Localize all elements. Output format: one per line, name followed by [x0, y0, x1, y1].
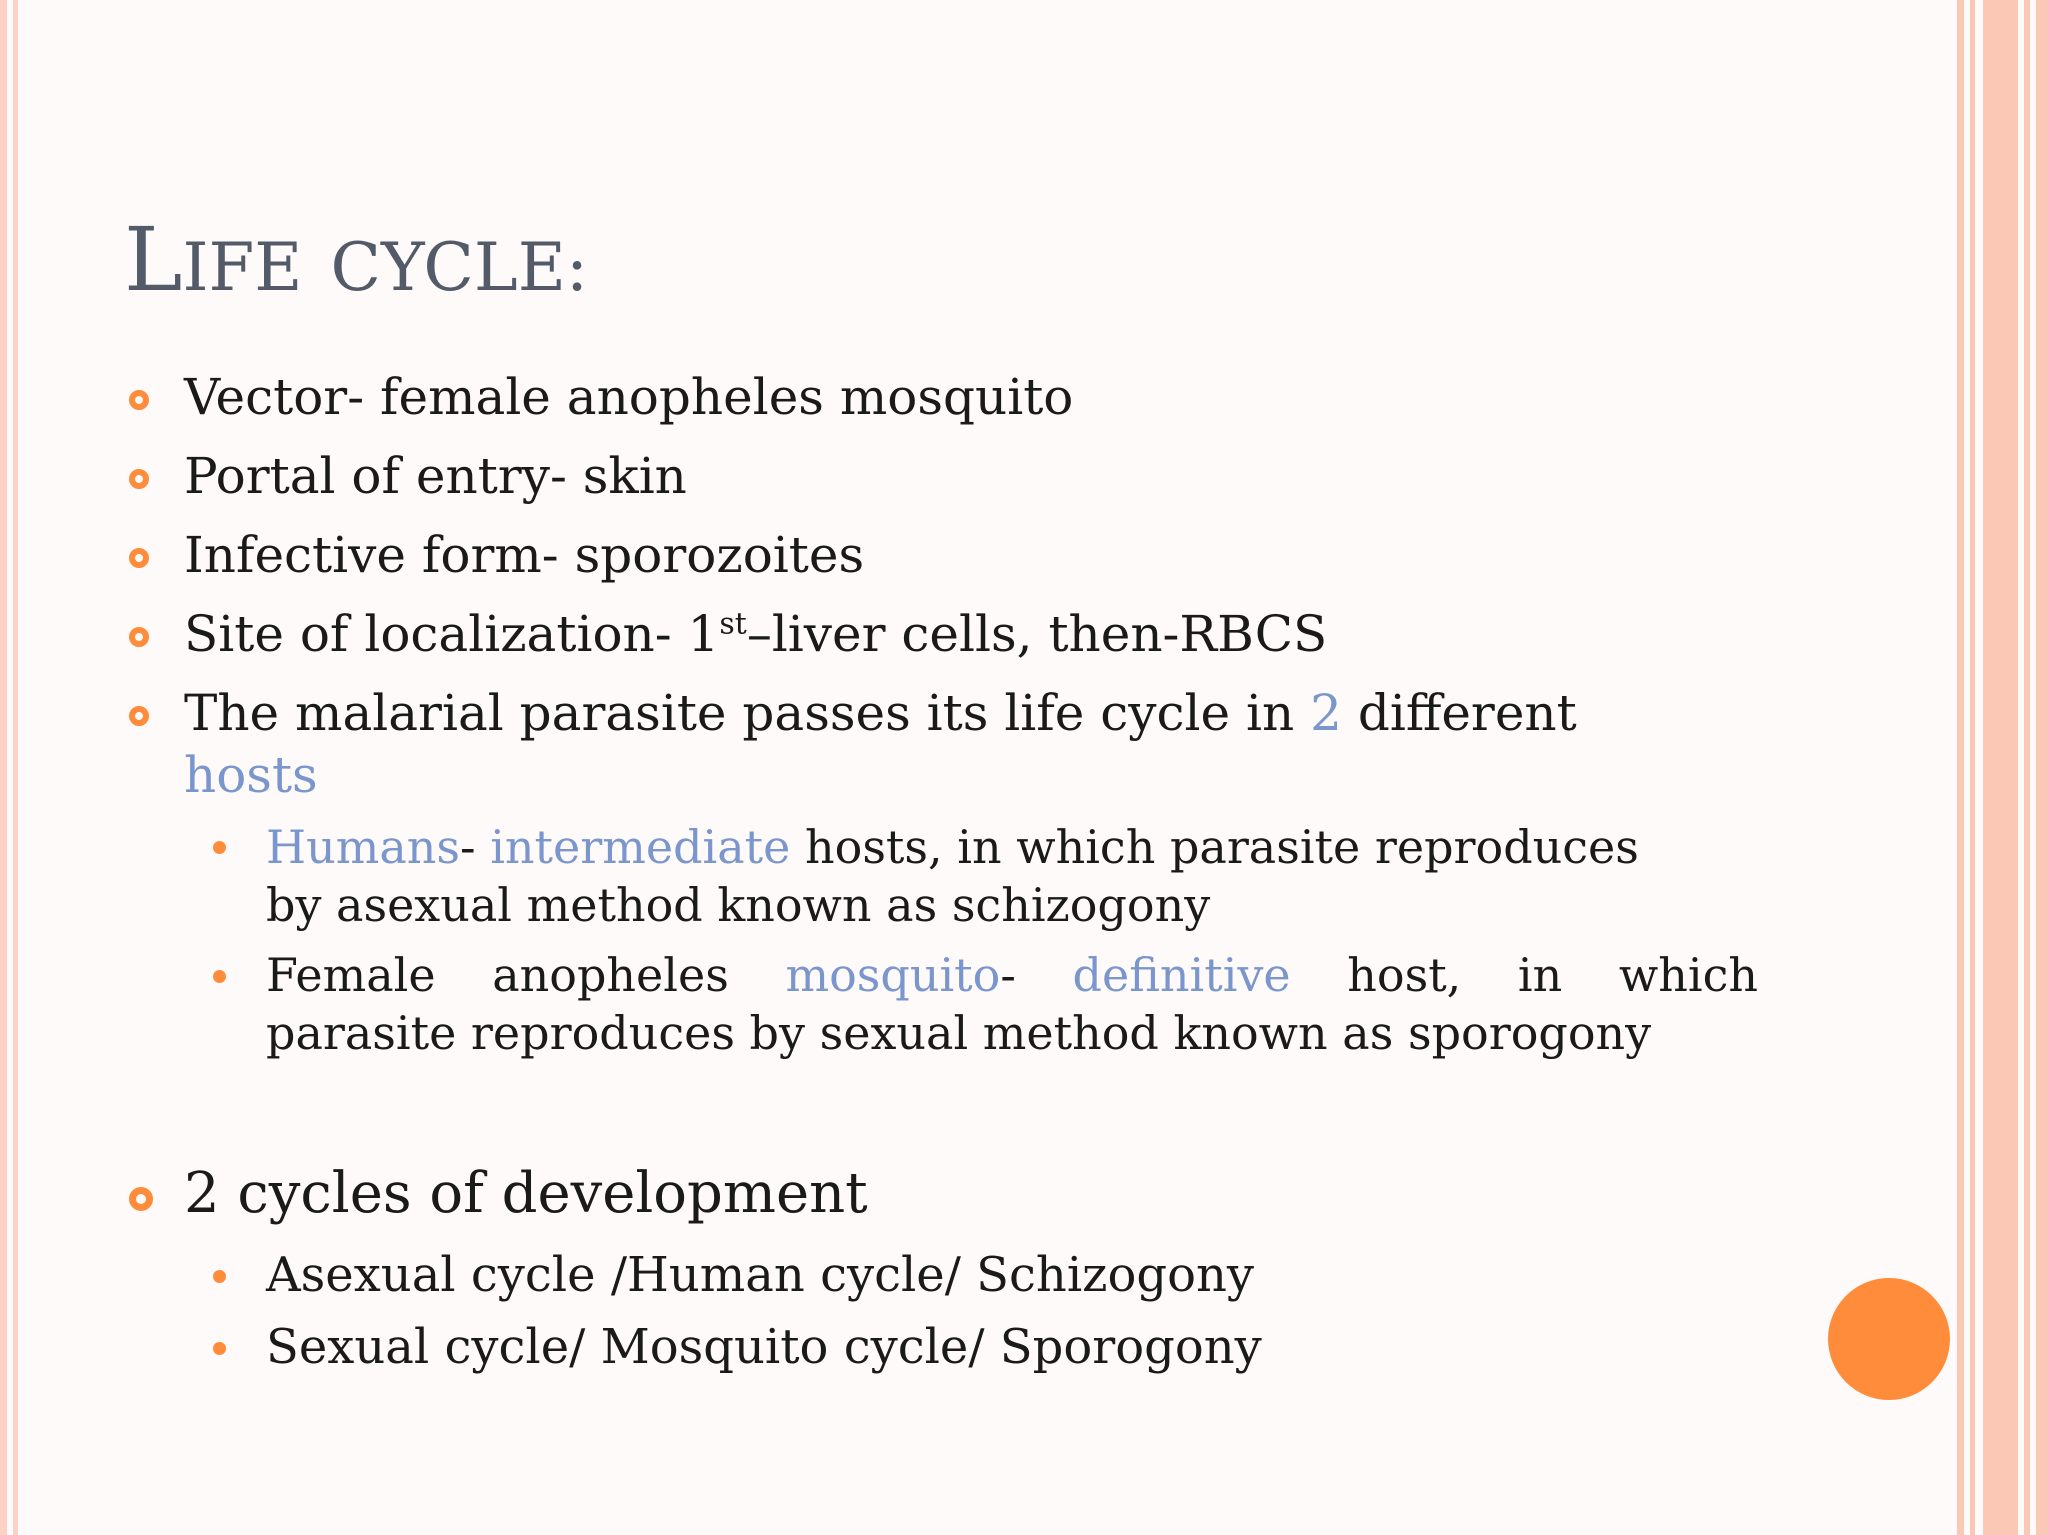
right-border-bar [2024, 0, 2030, 1535]
sub-bullet-dot-icon [213, 1342, 226, 1355]
right-border-bar [1957, 0, 1964, 1535]
bullet-localization: Site of localization- 1st–liver cells, then-RBCS [184, 605, 1328, 663]
bullet-portal: Portal of entry- skin [184, 447, 687, 505]
left-border-line [13, 0, 18, 1535]
right-border-bar [2036, 0, 2048, 1535]
bullet-vector: Vector- female anopheles mosquito [184, 368, 1074, 426]
bullet-ring-icon [129, 706, 149, 726]
slide-title: LIFE CYCLE: [124, 208, 589, 311]
sub-bullet-humans [266, 818, 1639, 934]
decorative-circle [1828, 1278, 1950, 1400]
sub-bullet-line: by asexual method known as schizogony [266, 878, 1211, 932]
sub-bullet-line: Female anopheles mosquito- definitive host, in which [266, 948, 1759, 1002]
bullet-ring-icon [129, 1187, 153, 1211]
development-heading: 2 cycles of development [184, 1161, 868, 1226]
sub-bullet-line: parasite reproduces by sexual method known as sporogony [266, 1006, 1652, 1060]
sub-bullet-mosquito [266, 946, 1758, 1062]
right-border-bar [1983, 0, 2018, 1535]
bullet-ring-icon [129, 469, 149, 489]
bullet-hosts: The malarial parasite passes its life cycle in 2 different [184, 684, 1577, 742]
sub-bullet-dot-icon [213, 970, 226, 983]
sub-bullet-dot-icon [213, 841, 226, 854]
sub-bullet-dot-icon [213, 1270, 226, 1283]
development-item-asexual: Asexual cycle /Human cycle/ Schizogony [266, 1247, 1255, 1303]
bullet-ring-icon [129, 627, 149, 647]
bullet-ring-icon [129, 390, 149, 410]
right-border-bar [1970, 0, 1975, 1535]
bullet-hosts-continued: hosts [184, 746, 318, 804]
sub-bullet-line: Humans- intermediate hosts, in which parasite reproduces [266, 820, 1639, 874]
bullet-infective-form: Infective form- sporozoites [184, 526, 865, 584]
development-item-sexual: Sexual cycle/ Mosquito cycle/ Sporogony [266, 1319, 1262, 1375]
left-border-line [0, 0, 7, 1535]
bullet-ring-icon [129, 548, 149, 568]
